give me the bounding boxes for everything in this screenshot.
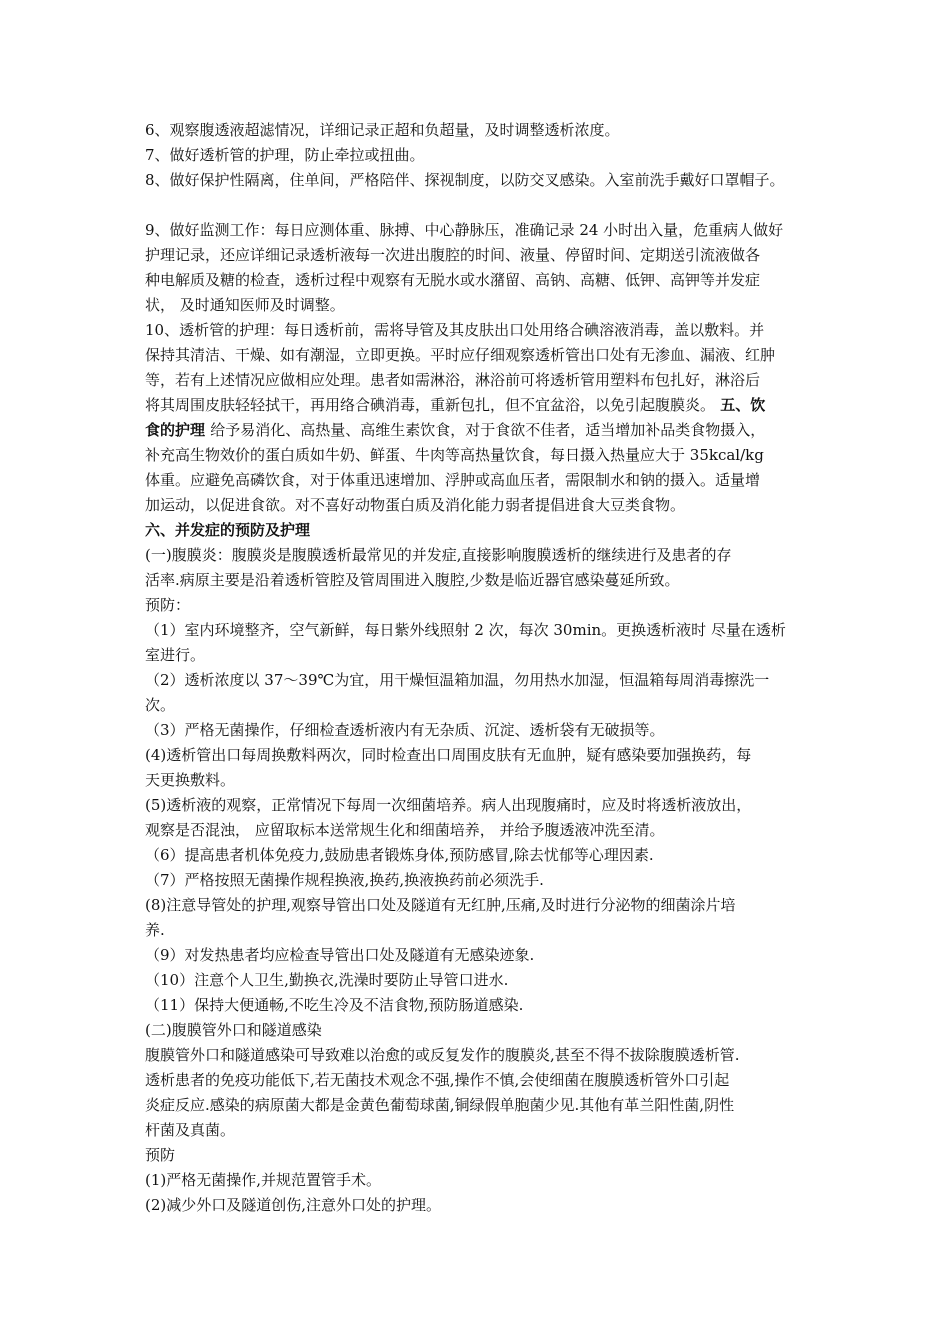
text-line: （3）严格无菌操作，仔细检查透析液内有无杂质、沉淀、透析袋有无破损等。: [145, 721, 665, 739]
text-line: 10、透析管的护理：每日透析前，需将导管及其皮肤出口处用络合碘溶液消毒，盖以敷料。并: [145, 321, 765, 339]
text-line: (1)严格无菌操作,并规范置管手术。: [145, 1171, 382, 1189]
text-line: 等，若有上述情况应做相应处理。患者如需淋浴，淋浴前可将透析管用塑料布包扎好，淋浴后: [145, 371, 761, 389]
text-line: 6、观察腹透液超滤情况，详细记录正超和负超量，及时调整透析浓度。: [145, 121, 620, 139]
text-line: （2）透析浓度以 37～39℃为宜，用干燥恒温箱加温，勿用热水加湿，恒温箱每周消毒擦洗一: [145, 671, 770, 689]
section-heading-diet-start: 五、饮: [715, 396, 766, 414]
text-line: [145, 418, 817, 443]
text-line: 室进行。: [145, 646, 206, 664]
text-line: 腹膜管外口和隧道感染可导致难以治愈的或反复发作的腹膜炎,甚至不得不拔除腹膜透析管.: [145, 1046, 740, 1064]
text-line: 预防：: [145, 596, 191, 614]
text-line: (5)透析液的观察，正常情况下每周一次细菌培养。病人出现腹痛时，应及时将透析液放出，: [145, 796, 752, 814]
text-line: (2)减少外口及隧道创伤,注意外口处的护理。: [145, 1196, 442, 1214]
text-line: 9、做好监测工作：每日应测体重、脉搏、中心静脉压，准确记录 24 小时出入量，危重病人做好: [145, 221, 784, 239]
text-line: 保持其清洁、干燥、如有潮湿，立即更换。平时应仔细观察透析管出口处有无渗血、漏液、红肿: [145, 346, 776, 364]
text-line: 养.: [145, 921, 165, 939]
text-line: 体重。应避免高磷饮食，对于体重迅速增加、浮肿或高血压者，需限制水和钠的摄入。适量增: [145, 471, 761, 489]
text-line: （6）提高患者机体免疫力,鼓励患者锻炼身体,预防感冒,除去忧郁等心理因素.: [145, 846, 654, 864]
text-line: 次。: [145, 696, 176, 714]
text-line: 种电解质及糖的检查，透析过程中观察有无脱水或水潴留、高钠、高糖、低钾、高钾等并发症: [145, 271, 761, 289]
text-line: 补充高生物效价的蛋白质如牛奶、鲜蛋、牛肉等高热量饮食，每日摄入热量应大于 35kcal/kg: [145, 446, 764, 464]
text-line: 8、做好保护性隔离，住单间，严格陪伴、探视制度，以防交叉感染。入室前洗手戴好口罩帽子。: [145, 171, 785, 189]
text-line: （1）室内环境整齐，空气新鲜，每日紫外线照射 2 次，每次 30min。更换透析液时 尽量在透析: [145, 621, 786, 639]
text-line: 杆菌及真菌。: [145, 1121, 236, 1139]
text-line: 天更换敷料。: [145, 771, 236, 789]
text-line: 炎症反应.感染的病原菌大都是金黄色葡萄球菌,铜绿假单胞菌少见.其他有革兰阳性菌,阴性: [145, 1096, 735, 1114]
text-line: 透析患者的免疫功能低下,若无菌技术观念不强,操作不慎,会使细菌在腹膜透析管外口引起: [145, 1071, 730, 1089]
text-line: 护理记录，还应详细记录透析液每一次进出腹腔的时间、液量、停留时间、定期送引流液做各: [145, 246, 761, 264]
text-line: (8)注意导管处的护理,观察导管出口处及隧道有无红肿,压痛,及时进行分泌物的细菌涂片培: [145, 896, 736, 914]
section-heading-diet-end: 食的护理: [145, 421, 211, 439]
text-line: (一)腹膜炎：腹膜炎是腹膜透析最常见的并发症,直接影响腹膜透析的继续进行及患者的存: [145, 546, 732, 564]
text-line-body: 将其周围皮肤轻轻拭干，再用络合碘消毒，重新包扎，但不宜盆浴，以免引起腹膜炎。: [145, 396, 716, 414]
blank-line: [145, 193, 817, 218]
text-line: 观察是否混浊， 应留取标本送常规生化和细菌培养， 并给予腹透液冲洗至清。: [145, 821, 665, 839]
text-line: 加运动，以促进食欲。对不喜好动物蛋白质及消化能力弱者提倡进食大豆类食物。: [145, 496, 686, 514]
text-line: (4)透析管出口每周换敷料两次，同时检查出口周围皮肤有无血肿，疑有感染要加强换药，每: [145, 746, 752, 764]
text-line: 预防: [145, 1146, 176, 1164]
text-line: （11）保持大便通畅,不吃生冷及不洁食物,预防肠道感染.: [145, 996, 524, 1014]
text-line: 状， 及时通知医师及时调整。: [145, 296, 345, 314]
text-line: （7）严格按照无菌操作规程换液,换药,换液换药前必须洗手.: [145, 871, 544, 889]
text-line: （10）注意个人卫生,勤换衣,洗澡时要防止导管口进水.: [145, 971, 509, 989]
text-line: 活率.病原主要是沿着透析管腔及管周围进入腹腔,少数是临近器官感染蔓延所致。: [145, 571, 680, 589]
document-page: [145, 118, 817, 1218]
text-line: [145, 393, 817, 418]
text-line: (二)腹膜管外口和隧道感染: [145, 1021, 322, 1039]
text-line: 7、做好透析管的护理，防止牵拉或扭曲。: [145, 146, 425, 164]
section-heading-complications: 六、并发症的预防及护理: [145, 521, 311, 539]
text-line-body: 给予易消化、高热量、高维生素饮食，对于食欲不佳者，适当增加补品类食物摄入，: [210, 421, 766, 439]
text-line: （9）对发热患者均应检查导管出口处及隧道有无感染迹象.: [145, 946, 535, 964]
